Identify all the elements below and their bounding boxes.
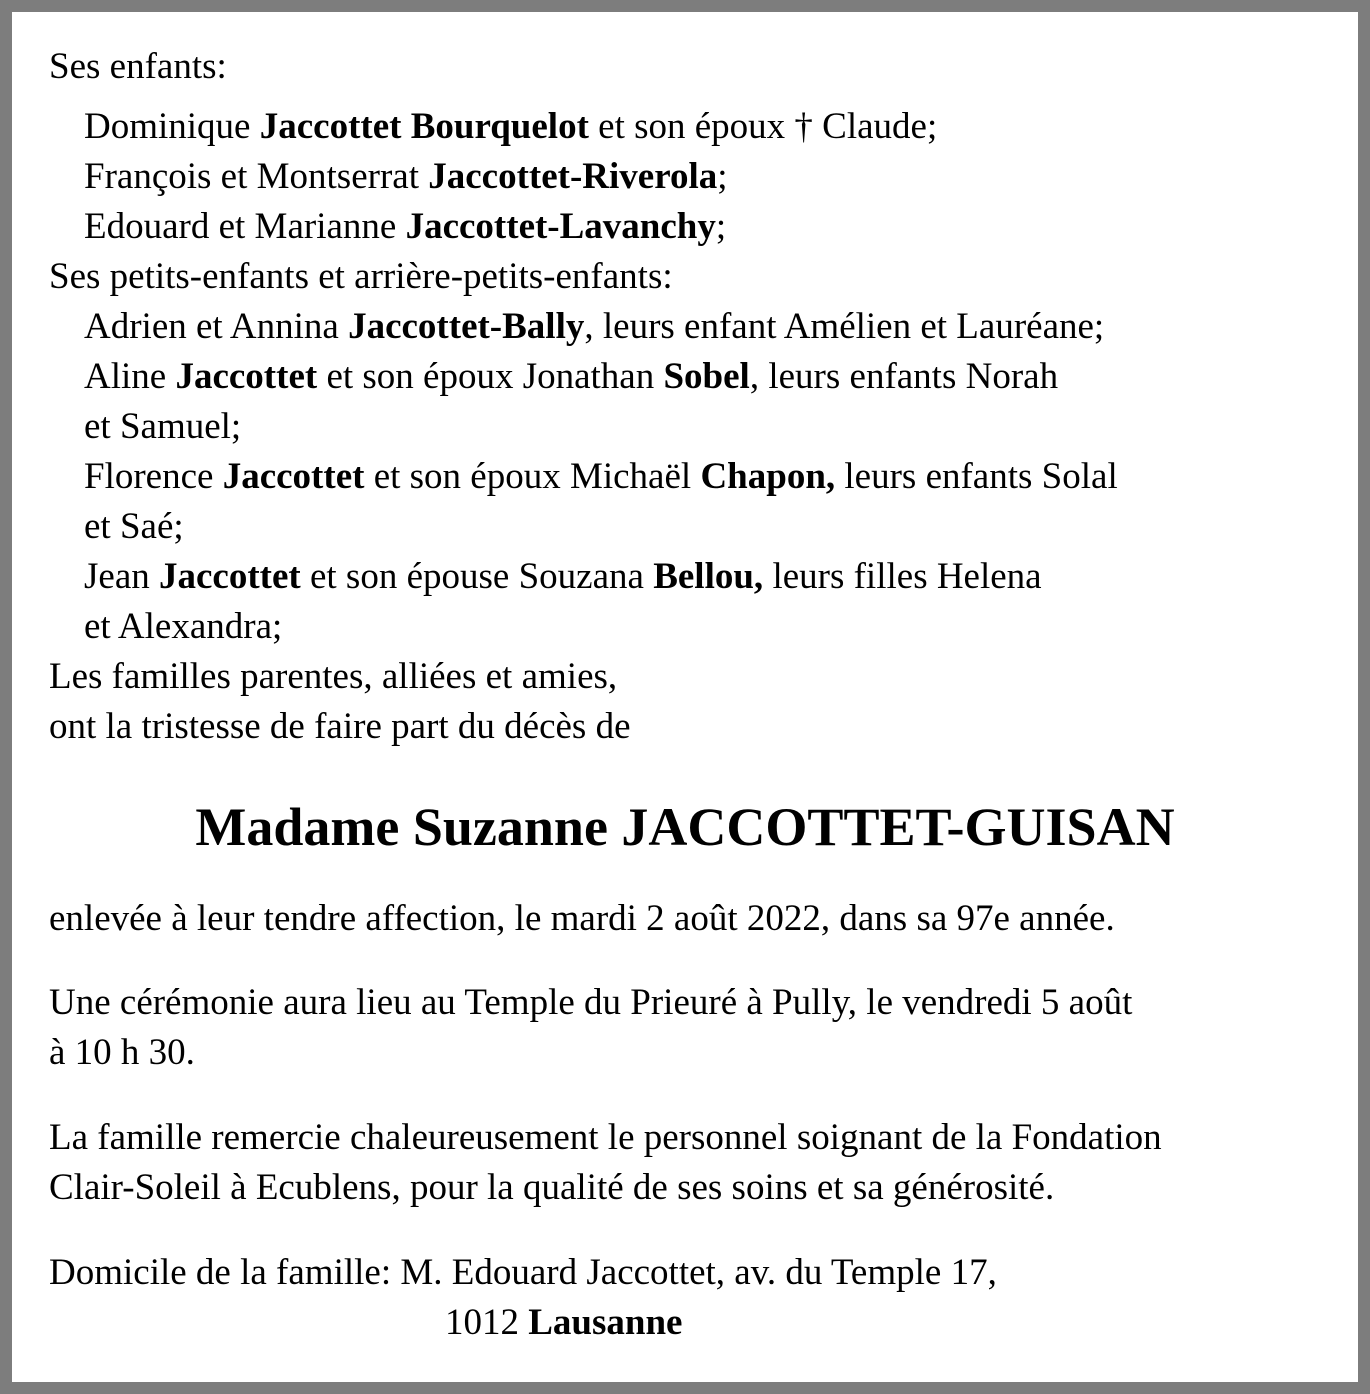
domicile-postcode: 1012 — [445, 1302, 529, 1343]
grandchild-line — [84, 558, 1042, 595]
grandchild-surname: Jaccottet — [175, 356, 318, 397]
grandchild-text: et son époux Michaël — [364, 456, 701, 497]
grandchild-rest: leurs filles Helena — [763, 556, 1042, 597]
domicile-line: Domicile de la famille: M. Edouard Jaccottet, av. du Temple 17, — [49, 1252, 997, 1293]
grandchild-first: Florence — [84, 456, 223, 497]
child-line — [84, 108, 937, 145]
obituary-notice — [12, 12, 1358, 1382]
grandchild-first: Jean — [84, 556, 159, 597]
grandchild-text: et son épouse Souzana — [300, 556, 654, 597]
thanks-line: La famille remercie chaleureusement le personnel soignant de la Fondation — [49, 1117, 1162, 1158]
grandchild-text: et son époux Jonathan — [317, 356, 664, 397]
families-line: Les familles parentes, alliées et amies, — [49, 656, 618, 697]
grandchild-line-continued: et Alexandra; — [84, 606, 283, 647]
grandchild-line — [84, 458, 1118, 495]
thanks-line: Clair-Soleil à Ecublens, pour la qualité de ses soins et sa générosité. — [49, 1167, 1055, 1208]
children-heading: Ses enfants: — [49, 46, 227, 87]
grandchild-surname: Jaccottet-Bally — [348, 306, 585, 347]
grandchild-first: Adrien et Annina — [84, 306, 349, 347]
child-first: Dominique — [84, 106, 260, 147]
ceremony-line: Une cérémonie aura lieu au Temple du Prieuré à Pully, le vendredi 5 août — [49, 982, 1133, 1023]
sadness-line: ont la tristesse de faire part du décès de — [49, 706, 631, 747]
child-surname: Jaccottet Bourquelot — [259, 106, 589, 147]
child-rest: ; — [715, 206, 727, 247]
child-line — [84, 208, 726, 245]
child-surname: Jaccottet-Riverola — [428, 156, 718, 197]
domicile-address — [445, 1304, 682, 1341]
grandchild-line-continued: et Samuel; — [84, 406, 242, 447]
child-line — [84, 158, 728, 195]
ceremony-line: à 10 h 30. — [49, 1032, 195, 1073]
grandchildren-heading: Ses petits-enfants et arrière-petits-enfants: — [49, 256, 673, 297]
spouse-surname: Chapon, — [700, 456, 836, 497]
grandchild-line — [84, 358, 1058, 395]
spouse-surname: Bellou, — [653, 556, 764, 597]
child-rest: et son époux † Claude; — [588, 106, 938, 147]
death-line: enlevée à leur tendre affection, le mardi 2 août 2022, dans sa 97e année. — [49, 898, 1115, 939]
grandchild-surname: Jaccottet — [222, 456, 365, 497]
child-first: Edouard et Marianne — [84, 206, 406, 247]
grandchild-rest: , leurs enfants Norah — [749, 356, 1059, 397]
domicile-city: Lausanne — [528, 1302, 683, 1343]
spouse-surname: Sobel — [663, 356, 750, 397]
child-surname: Jaccottet-Lavanchy — [405, 206, 716, 247]
grandchild-line — [84, 308, 1104, 345]
grandchild-first: Aline — [84, 356, 176, 397]
grandchild-line-continued: et Saé; — [84, 506, 184, 547]
deceased-name: Madame Suzanne JACCOTTET-GUISAN — [195, 797, 1175, 857]
child-rest: ; — [717, 156, 728, 197]
grandchild-rest: leurs enfants Solal — [835, 456, 1118, 497]
grandchild-surname: Jaccottet — [159, 556, 301, 597]
grandchild-rest: , leurs enfant Amélien et Lauréane; — [584, 306, 1105, 347]
child-first: François et Montserrat — [84, 156, 429, 197]
